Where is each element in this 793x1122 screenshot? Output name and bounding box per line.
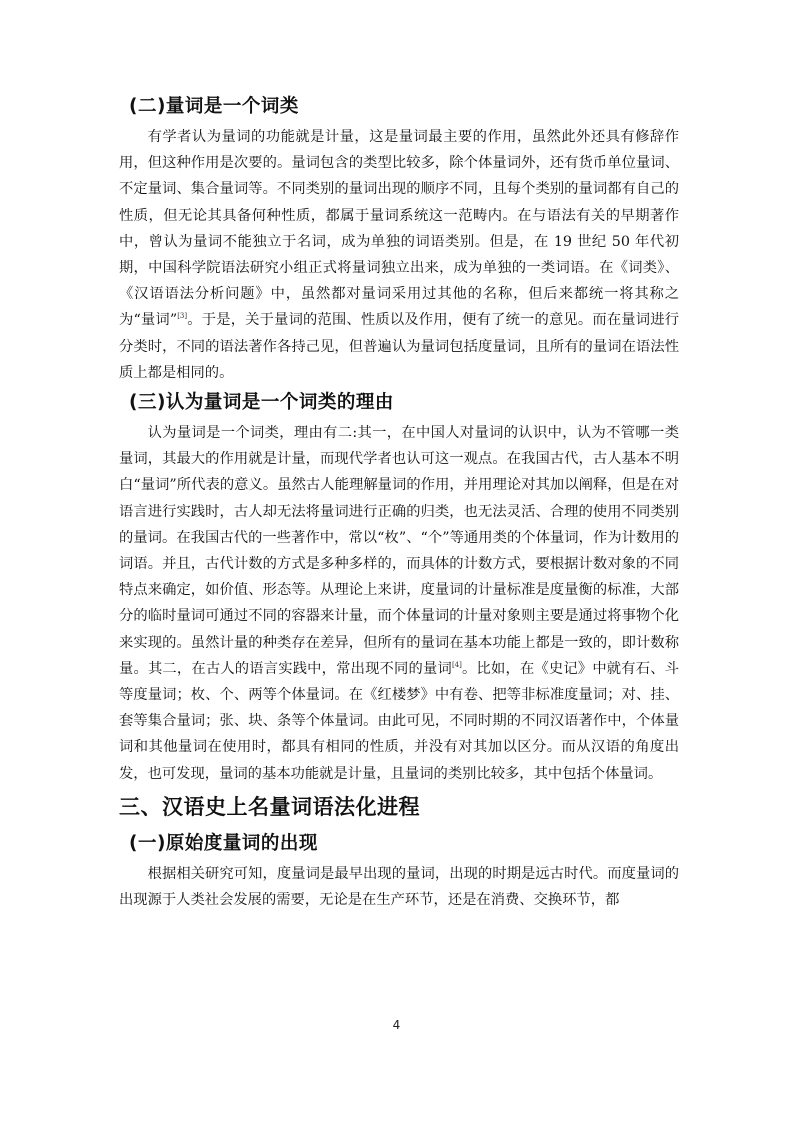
page-content [119,90,679,913]
paragraph-1 [119,124,679,386]
subheading-1: (一)原始度量词的出现 [129,832,318,854]
paragraph-1-text-after: 。于是，关于量词的范围、性质以及作用，便有了统一的意见。而在量词进行分类时，不同的语法著作各持己见，但普遍认为量词包括度量词，且所有的量词在语法性质上都是相同的。 [119,312,680,381]
paragraph-2 [119,420,679,787]
paragraph-2-text: 认为量词是一个词类，理由有二:其一，在中国人对量词的认识中，认为不管哪一类量词，其最大的作用就是计量，而现代学者也认可这一观点。在我国古代，古人基本不明白“量词”所代表的意义。虽然古人能理解量词的作用，并用理论对其加以阐释，但是在对语言进行实践时，古人却无法将量词进行正确的归类，也无法灵活、合理的使用不同类别的量词。在我国古代的一些著作中，常以“枚”、“个”等通用类的个体量词，作为计数用的词语。并且，古代计数的方式是多种多样的，而具体的计数方式，要根据计数对象的不同特点来确定，如价值、形态等。从理论上来讲，度量词的计量标准是度量衡的标准，大部分的临时量词可通过不同的容器来计量，而个体量词的计量对象则主要是通过将事物个化来实现的。虽然计量的种类存在差异，但所有的量词在基本功能上都是一致的，即计数称量。其二，在古人的语言实践中，常出现不同的量词 [119,425,679,677]
citation-ref-3[interactable]: [3] [177,312,188,321]
paragraph-1-text: 有学者认为量词的功能就是计量，这是量词最主要的作用，虽然此外还具有修辞作用，但这种作用是次要的。量词包含的类型比较多，除个体量词外，还有货币单位量词、不定量词、集合量词等。不同类别的量词出现的顺序不同，且每个类别的量词都有自己的性质，但无论其具备何种性质，都属于量词系统这一范畴内。在与语法有关的早期著作中，曾认为量词不能独立于名词，成为单独的词语类别。但是，在 19 世纪 50 年代初期，中国科学院语法研究小组正式将量词独立出来，成为单独的一类词语。在《词类》、《汉语语法分析问题》中，虽然都对量词采用过其他的名称，但后来都统一将其称之为“量词” [119,129,679,329]
subheading-3: (三)认为量词是一个词类的理由 [129,392,394,414]
paragraph-2-text-after: 。比如，在《史记》中就有石、斗等度量词；枚、个、两等个体量词。在《红楼梦》中有卷、把等非标准度量词；对、挂、套等集合量词；张、块、条等个体量词。由此可见，不同时期的不同汉语著作中，个体量词和其他量词在使用时，都具有相同的性质，并没有对其加以区分。而从汉语的角度出发，也可发现，量词的基本功能就是计量，且量词的类别比较多，其中包括个体量词。 [119,660,680,782]
page-number: 4 [392,1018,401,1032]
paragraph-3 [119,861,679,913]
subheading-2: (二)量词是一个词类 [129,96,299,117]
paragraph-3-text: 根据相关研究可知，度量词是最早出现的量词，出现的时期是远古时代。而度量词的出现源于人类社会发展的需要，无论是在生产环节，还是在消费、交换环节，都 [119,865,679,909]
citation-ref-4[interactable]: [4] [451,660,462,669]
section-heading-3: 三、汉语史上名量词语法化进程 [119,794,420,819]
